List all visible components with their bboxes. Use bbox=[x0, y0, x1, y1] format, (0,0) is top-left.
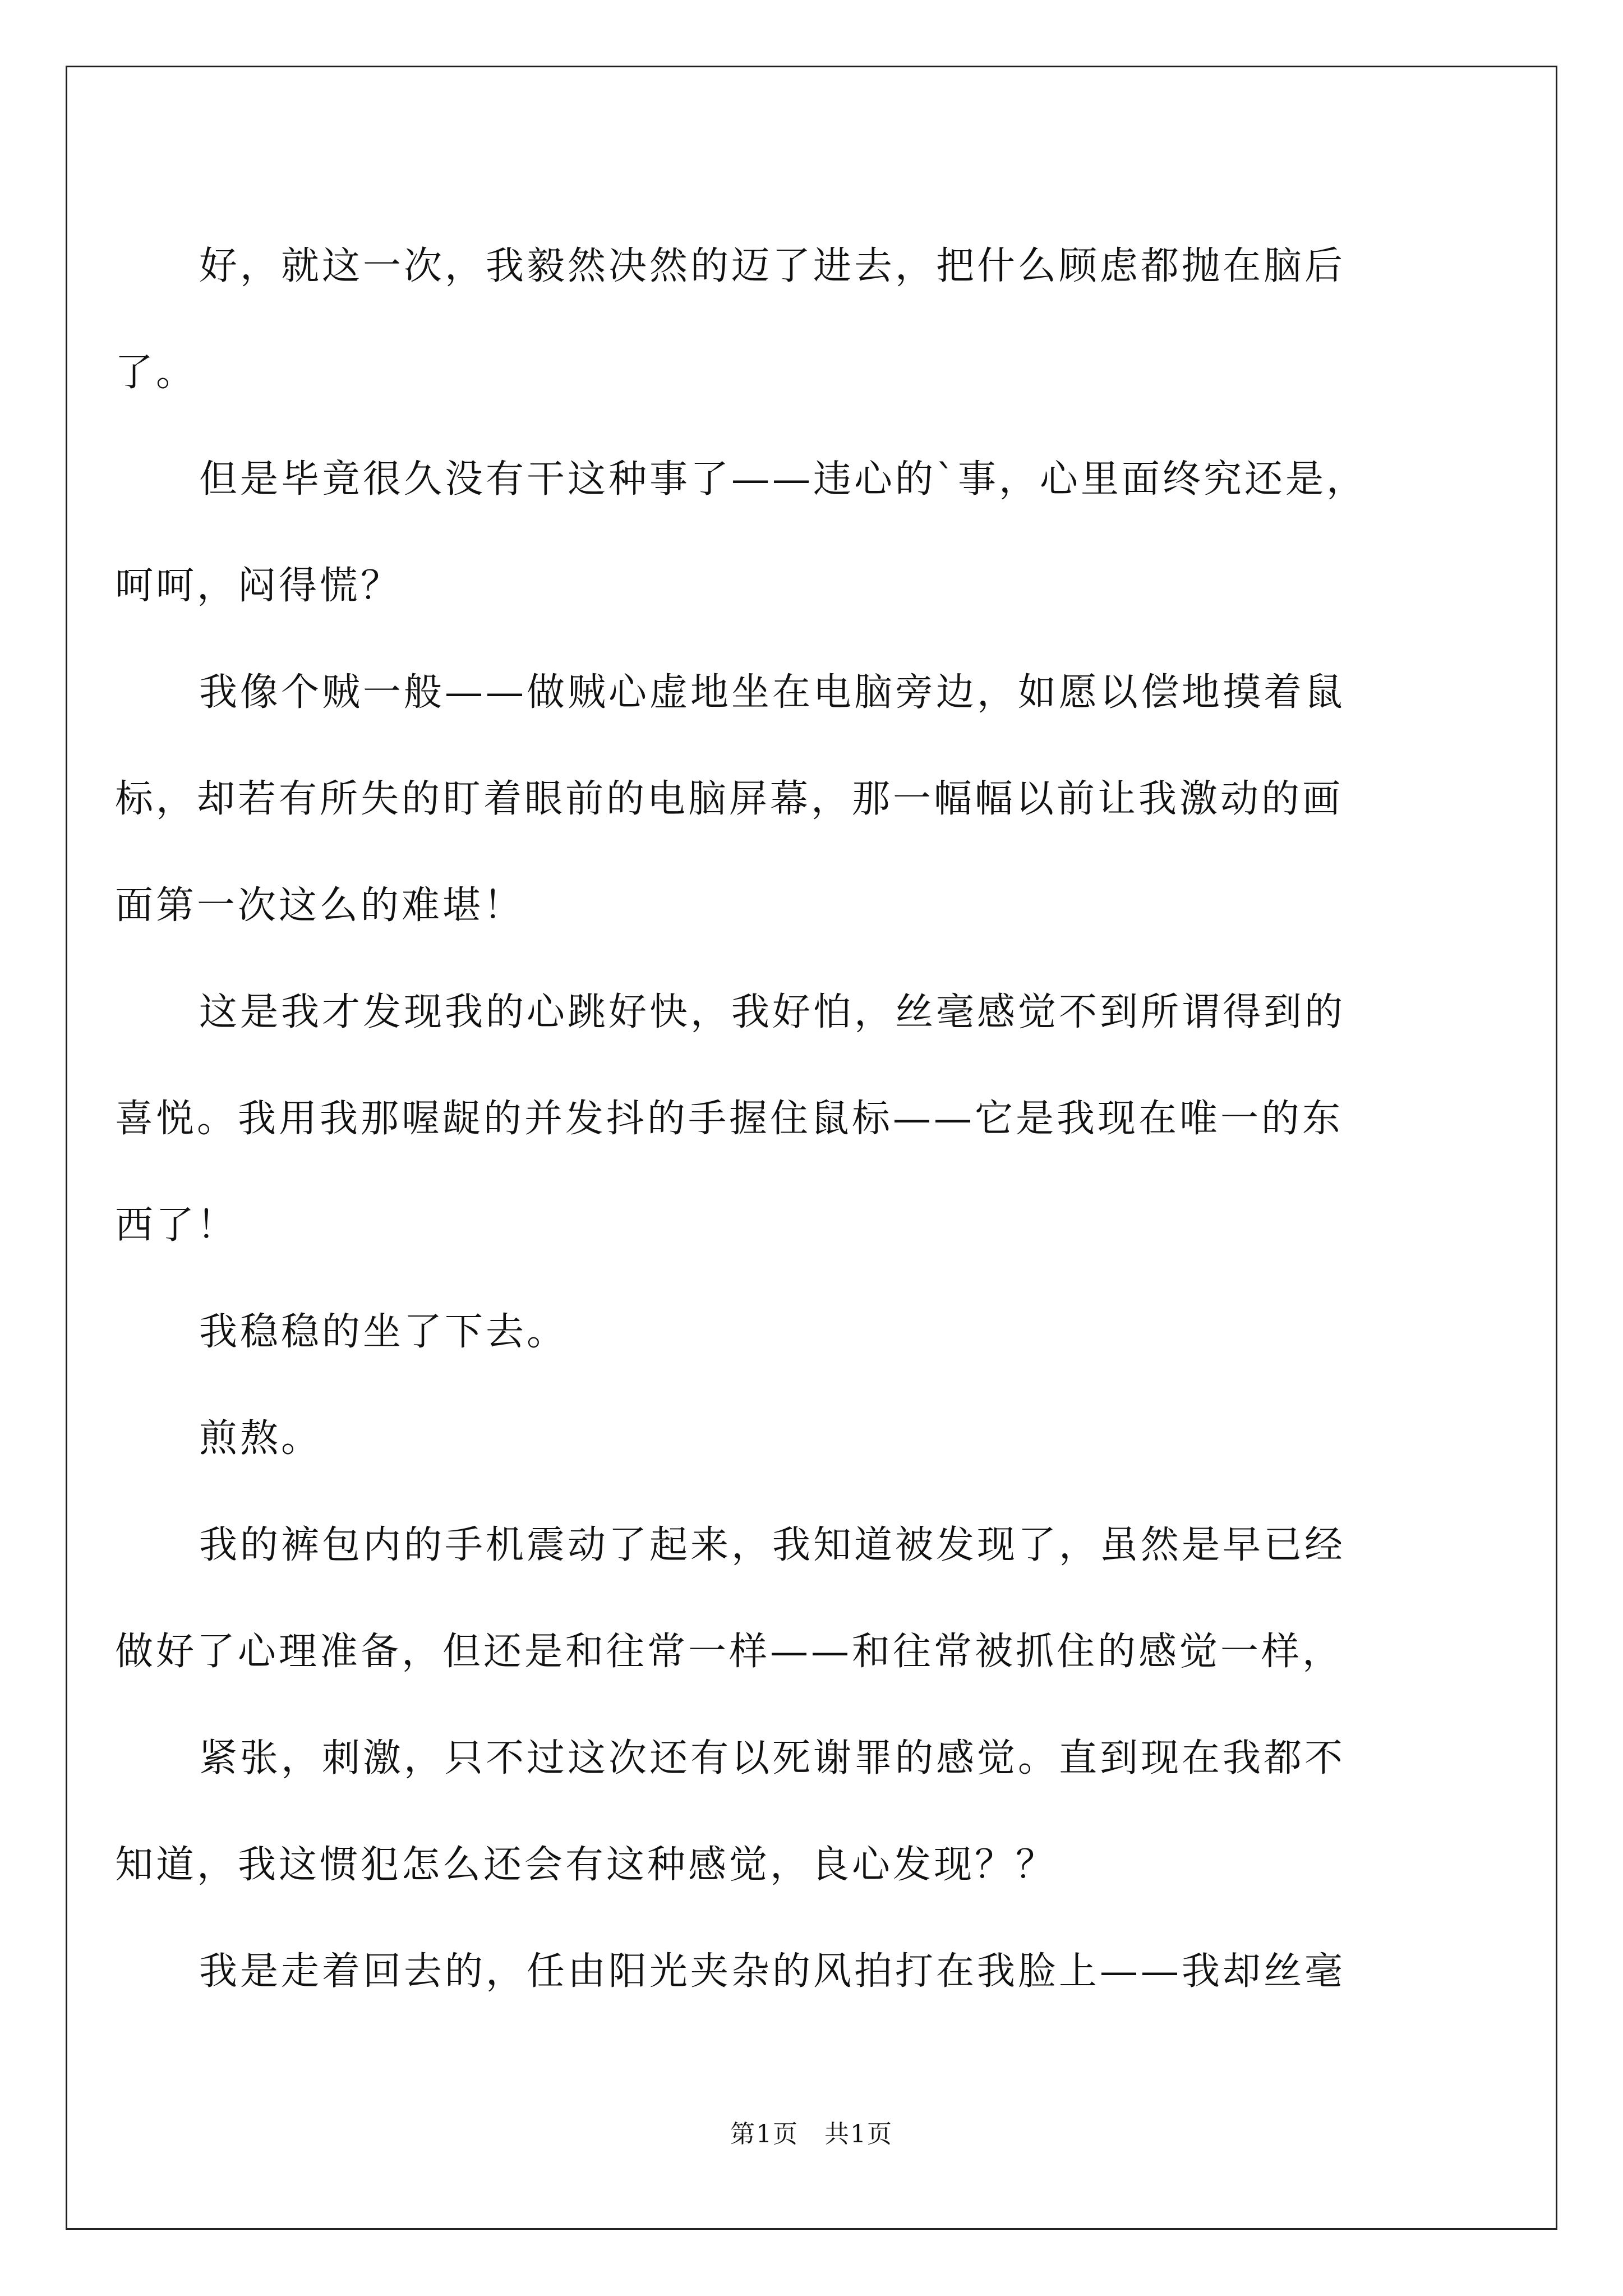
text-line: 西了！ bbox=[115, 1203, 238, 1248]
text-line: 了。 bbox=[115, 351, 197, 395]
text-line: 我稳稳的坐了下去。 bbox=[199, 1310, 568, 1354]
text-line: 标，却若有所失的盯着眼前的电脑屏幕，那一幅幅以前让我激动的画 bbox=[115, 777, 1344, 821]
text-line: 我像个贼一般——做贼心虚地坐在电脑旁边，如愿以偿地摸着鼠 bbox=[199, 670, 1346, 715]
text-line: 煎熬。 bbox=[199, 1416, 322, 1461]
text-line: 好，就这一次，我毅然决然的迈了进去，把什么顾虑都抛在脑后 bbox=[199, 244, 1346, 288]
text-line: 紧张，刺激，只不过这次还有以死谢罪的感觉。直到现在我都不 bbox=[199, 1736, 1346, 1780]
text-line: 喜悦。我用我那喔龊的并发抖的手握住鼠标——它是我现在唯一的东 bbox=[115, 1097, 1344, 1141]
text-line: 我的裤包内的手机震动了起来，我知道被发现了，虽然是早已经 bbox=[199, 1523, 1346, 1567]
page-footer: 第1页 共1页 bbox=[730, 2120, 893, 2148]
text-line: 做好了心理准备，但还是和往常一样——和往常被抓住的感觉一样， bbox=[115, 1630, 1344, 1674]
document-body bbox=[115, 213, 1428, 2025]
text-line: 知道，我这惯犯怎么还会有这种感觉，良心发现？？ bbox=[115, 1843, 1057, 1887]
text-line: 呵呵，闷得慌？ bbox=[115, 564, 402, 608]
text-line: 我是走着回去的，任由阳光夹杂的风拍打在我脸上——我却丝毫 bbox=[199, 1949, 1346, 1994]
text-line: 面第一次这么的难堪！ bbox=[115, 884, 525, 928]
text-line: 这是我才发现我的心跳好快，我好怕，丝毫感觉不到所谓得到的 bbox=[199, 990, 1346, 1034]
text-line: 但是毕竟很久没有干这种事了——违心的`事，心里面终究还是， bbox=[199, 457, 1368, 501]
